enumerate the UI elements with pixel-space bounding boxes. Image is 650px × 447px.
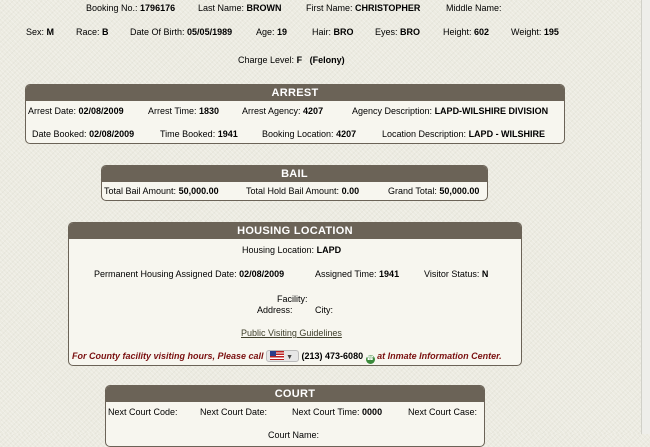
- housing-location: Housing Location: LAPD: [242, 245, 342, 255]
- next-court-time: Next Court Time: 0000: [292, 407, 383, 417]
- next-court-code: Next Court Code:: [108, 407, 178, 417]
- total-bail-amount: Total Bail Amount: 50,000.00: [104, 186, 219, 196]
- bail-title: BAIL: [102, 166, 487, 182]
- phone-call-icon[interactable]: ☎: [366, 356, 374, 362]
- next-court-date: Next Court Date:: [200, 407, 268, 417]
- assigned-time: Assigned Time: 1941: [315, 269, 400, 279]
- height: Height: 602: [443, 27, 490, 37]
- total-hold-bail-amount: Total Hold Bail Amount: 0.00: [246, 186, 360, 196]
- middle-name: Middle Name:: [446, 3, 502, 13]
- arrest-time: Arrest Time: 1830: [148, 106, 220, 116]
- facility: Facility:: [277, 294, 308, 304]
- visiting-hours-notice: For County facility visiting hours, Please call ▼ (213) 473-6080 ☎ at Inmate Information Center.: [72, 351, 502, 362]
- booking-location: Booking Location: 4207: [262, 129, 357, 139]
- public-visiting-guidelines-link[interactable]: Public Visiting Guidelines: [241, 328, 342, 338]
- time-booked: Time Booked: 1941: [160, 129, 238, 139]
- next-court-case: Next Court Case:: [408, 407, 478, 417]
- age: Age: 19: [256, 27, 288, 37]
- date-booked: Date Booked: 02/08/2009: [32, 129, 135, 139]
- chevron-down-icon[interactable]: ▼: [286, 354, 294, 361]
- arrest-date: Arrest Date: 02/08/2009: [28, 106, 124, 116]
- eyes: Eyes: BRO: [375, 27, 421, 37]
- charge-level: Charge Level: F (Felony): [238, 55, 345, 65]
- date-of-birth: Date Of Birth: 05/05/1989: [130, 27, 233, 37]
- sex: Sex: M: [26, 27, 55, 37]
- booking-no: Booking No.: 1796176: [86, 3, 176, 13]
- phone-number[interactable]: (213) 473-6080: [301, 351, 364, 361]
- location-description: Location Description: LAPD - WILSHIRE: [382, 129, 546, 139]
- court-title: COURT: [106, 386, 484, 402]
- arrest-agency: Arrest Agency: 4207: [242, 106, 324, 116]
- agency-description: Agency Description: LAPD-WILSHIRE DIVISION: [352, 106, 549, 116]
- court-panel: [105, 385, 485, 447]
- hair: Hair: BRO: [312, 27, 354, 37]
- first-name: First Name: CHRISTOPHER: [306, 3, 421, 13]
- phone-number-widget[interactable]: [266, 350, 299, 362]
- arrest-title: ARREST: [26, 85, 564, 101]
- court-name: Court Name:: [268, 430, 320, 440]
- last-name: Last Name: BROWN: [198, 3, 282, 13]
- visitor-status: Visitor Status: N: [424, 269, 489, 279]
- arrest-panel: [25, 84, 565, 144]
- weight: Weight: 195: [511, 27, 559, 37]
- race: Race: B: [76, 27, 109, 37]
- city: City:: [315, 305, 333, 315]
- housing-panel: [68, 222, 522, 366]
- address: Address:: [257, 305, 293, 315]
- grand-total: Grand Total: 50,000.00: [388, 186, 480, 196]
- us-flag-icon: [270, 351, 284, 360]
- bail-panel: [101, 165, 488, 201]
- housing-title: HOUSING LOCATION: [69, 223, 521, 239]
- permanent-housing-date: Permanent Housing Assigned Date: 02/08/2009: [94, 269, 285, 279]
- vertical-scrollbar[interactable]: [641, 0, 650, 434]
